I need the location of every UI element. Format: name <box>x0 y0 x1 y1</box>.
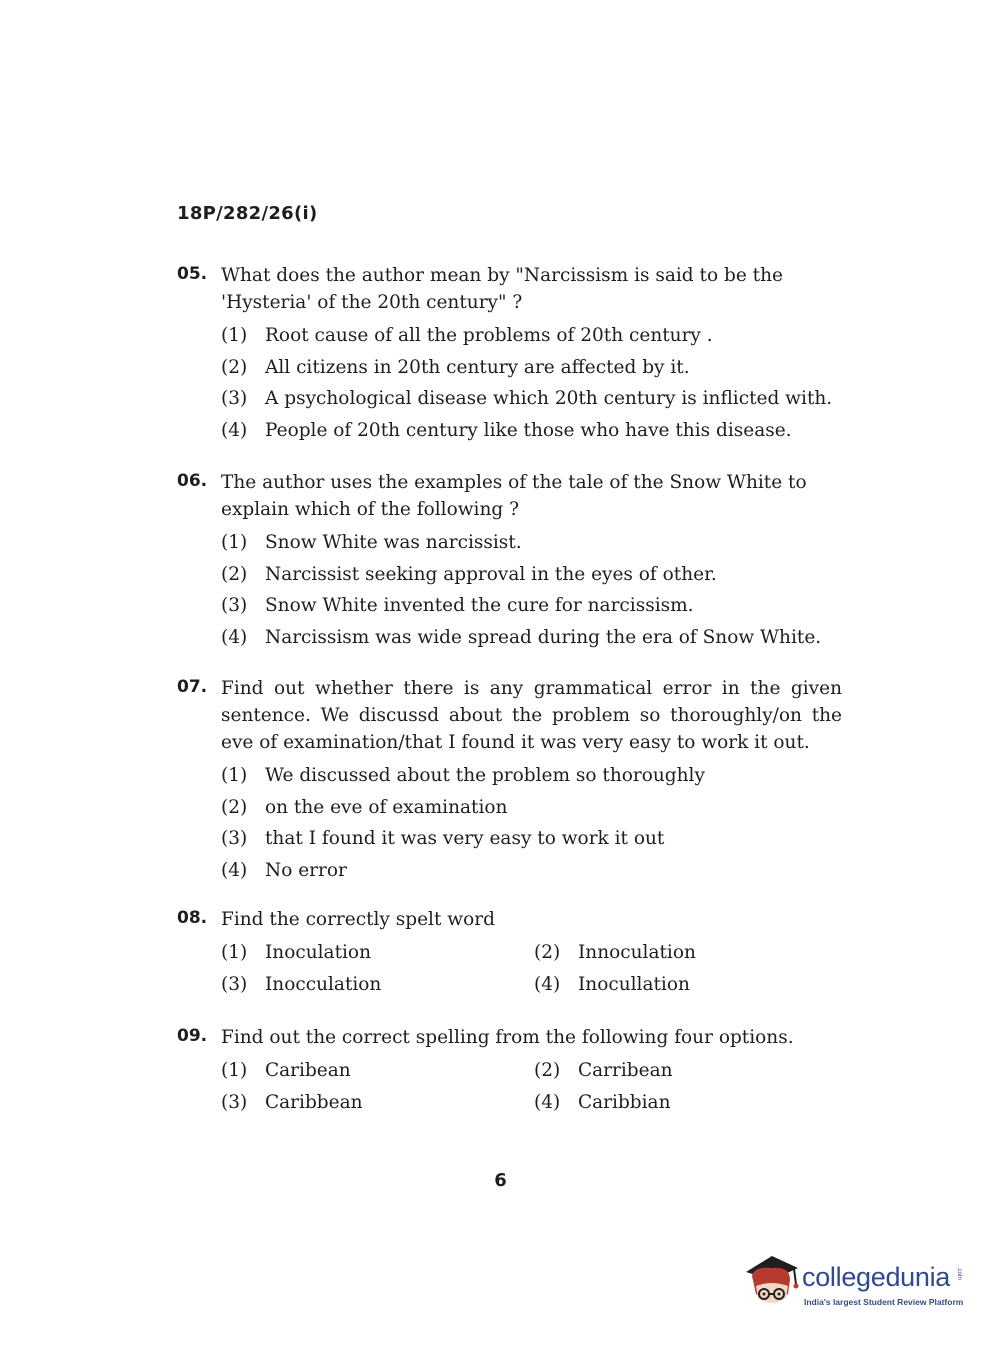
paper-code: 18P/282/26(i) <box>177 203 318 224</box>
option-number: (3) <box>221 388 248 410</box>
option-number: (2) <box>221 563 248 585</box>
option-text: Narcissist seeking approval in the eyes of other. <box>265 563 717 585</box>
collegedunia-logo <box>742 1250 967 1315</box>
option-number: (4) <box>221 419 248 441</box>
option <box>221 527 842 559</box>
question-09 <box>177 1024 842 1118</box>
question-06 <box>177 469 842 653</box>
option-number: (2) <box>221 796 248 818</box>
option <box>221 383 842 415</box>
option-number: (3) <box>221 1091 248 1113</box>
option-text: Caribbean <box>265 1091 363 1113</box>
option-text: that I found it was very easy to work it out <box>265 828 665 850</box>
option <box>534 1055 834 1087</box>
option-text: Carribean <box>578 1060 673 1082</box>
option-number: (2) <box>221 356 248 378</box>
option <box>221 1055 534 1087</box>
option-number: (4) <box>221 859 248 881</box>
question-number: 06. <box>177 471 208 491</box>
option-text: No error <box>265 859 347 881</box>
option-text: Root cause of all the problems of 20th century . <box>265 325 713 347</box>
option <box>221 937 534 969</box>
option-number: (3) <box>221 973 248 995</box>
question-text: Find the correctly spelt word <box>221 909 495 930</box>
option <box>534 1087 834 1119</box>
option-text: Innoculation <box>578 942 696 964</box>
option <box>221 823 842 855</box>
option <box>221 969 534 1001</box>
page-number: 6 <box>494 1170 507 1191</box>
option <box>221 415 842 447</box>
option <box>221 352 842 384</box>
option-text: Inocullation <box>578 973 690 995</box>
option-text: on the eve of examination <box>265 796 508 818</box>
option-number: (1) <box>221 532 248 554</box>
option-text: People of 20th century like those who have this disease. <box>265 419 792 441</box>
option-text: Snow White was narcissist. <box>265 532 522 554</box>
question-text: Find out the correct spelling from the following four options. <box>221 1027 794 1048</box>
question-text: Find out whether there is any grammatical error in the given sentence. We discussd about the problem so thoroughly/on the eve of examination/that I found it was very easy to work it out. <box>221 678 842 753</box>
option-text: Snow White invented the cure for narcissism. <box>265 595 694 617</box>
question-05 <box>177 262 842 446</box>
logo-wordmark: collegedunia <box>802 1262 951 1292</box>
option-text: Narcissism was wide spread during the era of Snow White. <box>265 626 822 648</box>
option-number: (2) <box>534 942 561 964</box>
logo-suffix: .com <box>956 1267 962 1281</box>
option-text: All citizens in 20th century are affected by it. <box>265 356 690 378</box>
option-number: (1) <box>221 1060 248 1082</box>
logo-tagline: India's largest Student Review Platform <box>804 1297 964 1307</box>
option-number: (1) <box>221 942 248 964</box>
option <box>221 855 842 887</box>
option <box>221 320 842 352</box>
option <box>534 969 834 1001</box>
question-text: What does the author mean by "Narcissism is said to be the 'Hysteria' of the 20th century" ? <box>221 265 783 313</box>
option <box>221 559 842 591</box>
option <box>221 590 842 622</box>
option-number: (1) <box>221 325 248 347</box>
option <box>221 760 842 792</box>
option-number: (4) <box>534 1091 561 1113</box>
mascot-icon <box>742 1250 802 1315</box>
question-number: 08. <box>177 908 208 928</box>
option <box>221 622 842 654</box>
option-number: (2) <box>534 1060 561 1082</box>
question-text: The author uses the examples of the tale of the Snow White to explain which of the following ? <box>221 472 807 520</box>
question-08 <box>177 906 842 1000</box>
option-text: A psychological disease which 20th century is inflicted with. <box>265 388 833 410</box>
option-number: (3) <box>221 828 248 850</box>
option-number: (4) <box>221 626 248 648</box>
option <box>534 937 834 969</box>
option-text: Inoculation <box>265 942 371 964</box>
question-number: 05. <box>177 264 208 284</box>
option-number: (1) <box>221 765 248 787</box>
question-number: 09. <box>177 1026 208 1046</box>
option-text: Inocculation <box>265 973 382 995</box>
option <box>221 792 842 824</box>
option <box>221 1087 534 1119</box>
question-number: 07. <box>177 677 208 697</box>
option-number: (3) <box>221 595 248 617</box>
option-text: Caribean <box>265 1060 351 1082</box>
option-text: We discussed about the problem so thoroughly <box>265 765 705 787</box>
option-number: (4) <box>534 973 561 995</box>
option-text: Caribbian <box>578 1091 671 1113</box>
question-07 <box>177 675 842 886</box>
